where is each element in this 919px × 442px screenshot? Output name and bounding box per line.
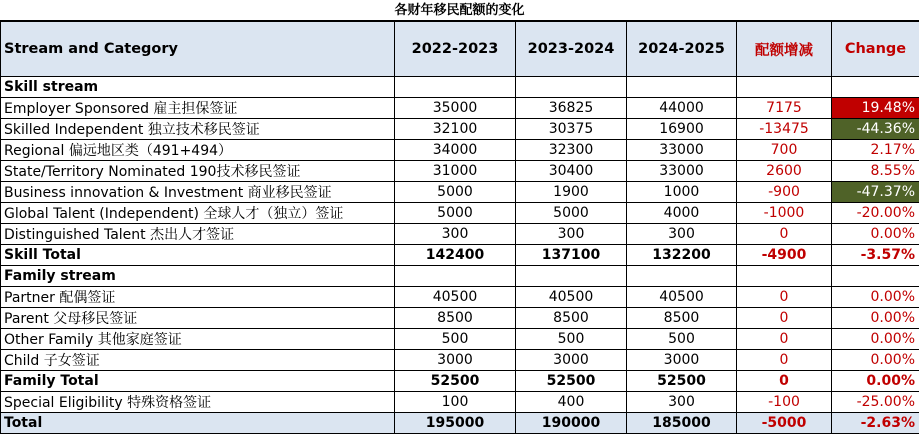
header-change-cn: 配额增减 [737, 22, 832, 77]
cell-year-1: 3000 [395, 350, 516, 371]
cell-year-2: 1900 [516, 182, 627, 203]
cell-year-1: 40500 [395, 287, 516, 308]
cell-change: 0.00% [832, 350, 919, 371]
row-label: Distinguished Talent 杰出人才签证 [1, 224, 395, 245]
row-label: Skill Total [1, 245, 395, 266]
cell-year-2: 30400 [516, 161, 627, 182]
cell-year-2: 3000 [516, 350, 627, 371]
cell-diff: -900 [737, 182, 832, 203]
table-row [1, 329, 919, 350]
cell-year-1: 31000 [395, 161, 516, 182]
cell-year-2: 5000 [516, 203, 627, 224]
row-label: Partner 配偶签证 [1, 287, 395, 308]
cell-year-1: 34000 [395, 140, 516, 161]
header-category: Stream and Category [1, 22, 395, 77]
cell-change: 19.48% [832, 98, 919, 119]
row-label: Total [1, 413, 395, 434]
sheet-title: 各财年移民配额的变化 [0, 0, 919, 21]
empty-cell [737, 266, 832, 287]
header-year-1: 2022-2023 [395, 22, 516, 77]
cell-diff: -5000 [737, 413, 832, 434]
cell-year-1: 5000 [395, 182, 516, 203]
cell-year-1: 195000 [395, 413, 516, 434]
row-label: Skilled Independent 独立技术移民签证 [1, 119, 395, 140]
header-change: Change [832, 22, 919, 77]
quota-table [0, 21, 919, 434]
cell-year-2: 137100 [516, 245, 627, 266]
cell-diff: -4900 [737, 245, 832, 266]
cell-year-3: 52500 [627, 371, 737, 392]
empty-cell [832, 266, 919, 287]
cell-year-3: 4000 [627, 203, 737, 224]
cell-diff: 7175 [737, 98, 832, 119]
cell-year-3: 16900 [627, 119, 737, 140]
empty-cell [516, 77, 627, 98]
section-label: Family stream [1, 266, 395, 287]
empty-cell [737, 77, 832, 98]
cell-change: 2.17% [832, 140, 919, 161]
cell-year-1: 32100 [395, 119, 516, 140]
cell-change: -47.37% [832, 182, 919, 203]
cell-year-3: 500 [627, 329, 737, 350]
cell-year-2: 40500 [516, 287, 627, 308]
cell-change: 0.00% [832, 329, 919, 350]
table-row [1, 203, 919, 224]
table-row [1, 413, 919, 434]
cell-year-3: 44000 [627, 98, 737, 119]
cell-year-1: 52500 [395, 371, 516, 392]
cell-year-3: 33000 [627, 161, 737, 182]
table-row [1, 392, 919, 413]
row-label: Special Eligibility 特殊资格签证 [1, 392, 395, 413]
table-row [1, 245, 919, 266]
cell-diff: 700 [737, 140, 832, 161]
cell-diff: -1000 [737, 203, 832, 224]
cell-year-2: 36825 [516, 98, 627, 119]
cell-year-1: 35000 [395, 98, 516, 119]
cell-diff: 0 [737, 350, 832, 371]
empty-cell [516, 266, 627, 287]
row-label: Business innovation & Investment 商业移民签证 [1, 182, 395, 203]
cell-year-2: 190000 [516, 413, 627, 434]
table-body [1, 77, 919, 434]
cell-diff: 0 [737, 308, 832, 329]
cell-change: 0.00% [832, 224, 919, 245]
cell-year-2: 8500 [516, 308, 627, 329]
empty-cell [627, 266, 737, 287]
table-row [1, 371, 919, 392]
row-label: Child 子女签证 [1, 350, 395, 371]
cell-year-2: 400 [516, 392, 627, 413]
header-year-2: 2023-2024 [516, 22, 627, 77]
cell-year-1: 300 [395, 224, 516, 245]
cell-change: 0.00% [832, 308, 919, 329]
table-row [1, 308, 919, 329]
row-label: Regional 偏远地区类（491+494） [1, 140, 395, 161]
cell-change: 0.00% [832, 371, 919, 392]
row-label: Global Talent (Independent) 全球人才（独立）签证 [1, 203, 395, 224]
cell-year-1: 500 [395, 329, 516, 350]
cell-year-2: 32300 [516, 140, 627, 161]
cell-year-1: 100 [395, 392, 516, 413]
section-label: Skill stream [1, 77, 395, 98]
cell-change: -25.00% [832, 392, 919, 413]
table-row [1, 182, 919, 203]
row-label: State/Territory Nominated 190技术移民签证 [1, 161, 395, 182]
table-row [1, 98, 919, 119]
cell-year-3: 300 [627, 224, 737, 245]
cell-change: 8.55% [832, 161, 919, 182]
cell-year-3: 40500 [627, 287, 737, 308]
empty-cell [832, 77, 919, 98]
cell-change: -44.36% [832, 119, 919, 140]
cell-year-3: 132200 [627, 245, 737, 266]
cell-diff: -13475 [737, 119, 832, 140]
row-label: Family Total [1, 371, 395, 392]
cell-year-3: 33000 [627, 140, 737, 161]
empty-cell [395, 266, 516, 287]
cell-year-2: 500 [516, 329, 627, 350]
cell-year-2: 300 [516, 224, 627, 245]
cell-diff: 0 [737, 371, 832, 392]
cell-change: -3.57% [832, 245, 919, 266]
cell-year-1: 8500 [395, 308, 516, 329]
table-row [1, 119, 919, 140]
table-row [1, 140, 919, 161]
empty-cell [627, 77, 737, 98]
cell-diff: 0 [737, 329, 832, 350]
cell-change: -20.00% [832, 203, 919, 224]
cell-year-3: 3000 [627, 350, 737, 371]
empty-cell [395, 77, 516, 98]
cell-year-3: 185000 [627, 413, 737, 434]
header-year-3: 2024-2025 [627, 22, 737, 77]
cell-change: 0.00% [832, 287, 919, 308]
row-label: Parent 父母移民签证 [1, 308, 395, 329]
cell-year-1: 5000 [395, 203, 516, 224]
cell-diff: -100 [737, 392, 832, 413]
table-row [1, 224, 919, 245]
table-row [1, 161, 919, 182]
table-row [1, 287, 919, 308]
cell-diff: 0 [737, 224, 832, 245]
cell-year-1: 142400 [395, 245, 516, 266]
cell-year-3: 8500 [627, 308, 737, 329]
cell-year-3: 300 [627, 392, 737, 413]
cell-diff: 0 [737, 287, 832, 308]
header-row [1, 22, 919, 77]
section-row [1, 77, 919, 98]
row-label: Employer Sponsored 雇主担保签证 [1, 98, 395, 119]
section-row [1, 266, 919, 287]
cell-change: -2.63% [832, 413, 919, 434]
cell-diff: 2600 [737, 161, 832, 182]
cell-year-2: 52500 [516, 371, 627, 392]
cell-year-2: 30375 [516, 119, 627, 140]
table-row [1, 350, 919, 371]
cell-year-3: 1000 [627, 182, 737, 203]
row-label: Other Family 其他家庭签证 [1, 329, 395, 350]
